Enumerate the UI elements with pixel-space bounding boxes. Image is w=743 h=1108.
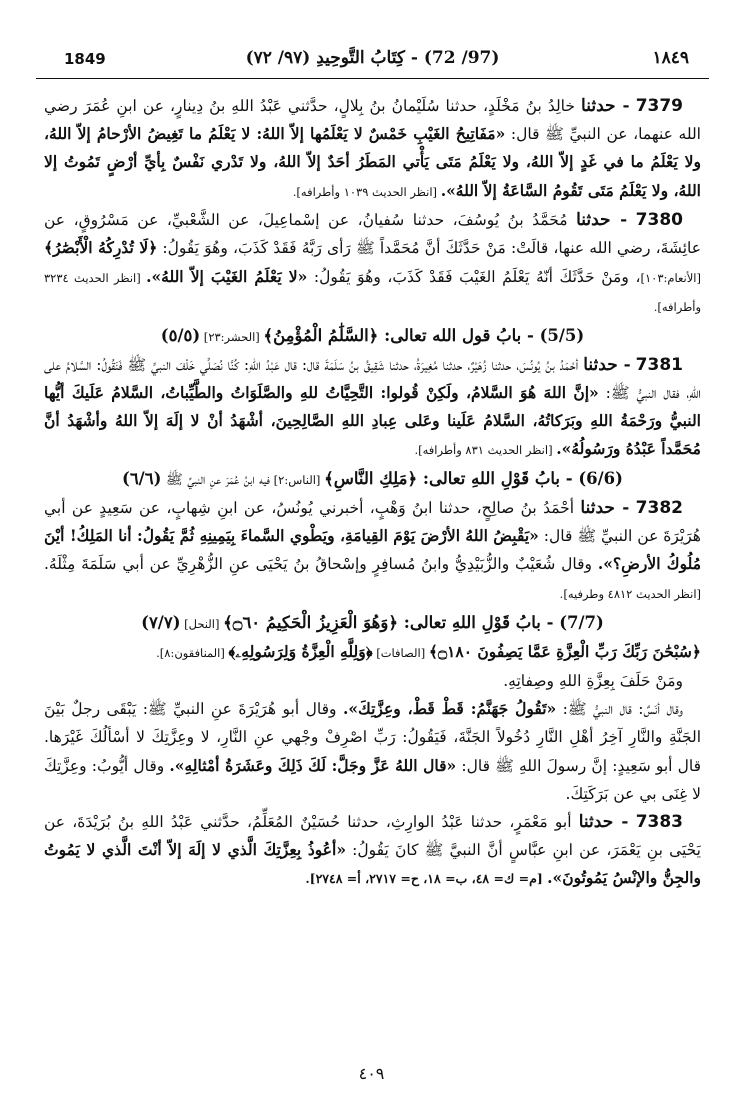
chapter-heading-6 <box>44 465 701 494</box>
verse-reference: [الصافات] <box>372 645 429 660</box>
chapter-heading-5 <box>44 322 701 351</box>
cross-reference: [انظر الحديث ١٠٣٩ وأطرافه]. <box>292 184 441 199</box>
hadith-keyword: - حدثنا <box>583 354 631 375</box>
isnad-text: أحْمَدُ بنُ يُونُسَ، حدثنا زُهَيْرٌ، حدثنا مُغِيرَةُ، حدثنا شَقِيقُ بنُ سَلَمَةَ قال: قال عَبْدُ اللهِ: كُنَّا نُصَلِّي خَلْفَ النبيِّ ﷺ فَنَقُولُ: السَّلامُ على اللهِ، فقال النبيُّ ﷺ: <box>44 355 701 403</box>
prophetic-quote: «تَقُولُ جَهَنَّمُ: قَطْ قَطْ، وعِزَّتِكَ». <box>342 699 557 719</box>
page-header <box>36 42 709 82</box>
narration-text: وقال أنَسٌ: قال النبيُّ ﷺ: <box>556 700 683 719</box>
page-number-latin: 1849 <box>64 50 106 68</box>
isnad-text: أحْمَدُ بنُ صالِحٍ، حدثنا ابنُ وَهْبٍ، أخبرني يُونُسُ، عن ابنِ شِهابٍ، عن سَعِيدٍ عن أبي هُرَيْرَةَ عن النبيِّ ﷺ قال: <box>44 498 701 546</box>
hadith-7379 <box>44 92 701 206</box>
chapter-note: فيه ابنُ عُمَرَ عنِ النبيِّ ﷺ <box>161 471 270 488</box>
chapter-number: (٦/٦) <box>122 468 162 488</box>
verse-reference: [النحل] <box>180 616 224 631</box>
hadith-keyword: - حدثنا <box>581 96 630 116</box>
narration-text: وقال شُعَيْبٌ والزُّبَيْدِيُّ وابنُ مُسافِرٍ وإسْحاقُ بنُ يَحْيَى عنِ الزُّهْرِيِّ عن أبي سَلَمَةَ مِثْلَهُ. <box>44 555 598 574</box>
header-rule <box>36 78 709 79</box>
hadith-number: 7383 <box>635 812 684 833</box>
quran-verse: ﴿لَا تُدْرِكُهُ الْأَبْصَٰرُ﴾ <box>44 238 158 258</box>
isnad-text: أبو مَعْمَرٍ، حدثنا عَبْدُ الوارِثِ، حدثنا حُسَيْنٌ المُعَلِّمُ، حدَّثني عَبْدُ اللهِ بنُ بُرَيْدَةَ، عن يَحْيَى بنِ يَعْمَرَ، عن ابنِ عبَّاسٍ أنَّ النبيَّ ﷺ كانَ يَقُولُ: <box>44 813 701 860</box>
hadith-number: 7379 <box>635 96 684 116</box>
hadith-7381 <box>44 351 701 465</box>
chapter-number: (٥/٥) <box>160 325 201 345</box>
page-footer-number: ٤٠٩ <box>358 1064 385 1083</box>
prophetic-quote: «قال اللهُ عَزَّ وجَلَّ: لَكَ ذَلِكَ وعَشَرَةُ أمْثالِهِ». <box>169 755 457 775</box>
prophetic-quote: «أعُوذُ بِعِزَّتِكَ الَّذي لا إلَهَ إلاّ أنْتَ الَّذي لا يَمُوتُ والجِنُّ والإنْسُ يَمُوتُونَ». <box>44 840 701 888</box>
chapter-title: (5/5) - بابُ قول الله تعالى: <box>378 325 585 345</box>
verse-reference: [الأنعام:١٠٣] <box>640 271 701 286</box>
quran-verse: ﴿سُبْحَٰنَ رَبِّكَ رَبِّ الْعِزَّةِ عَمَّا يَصِفُونَ ۝١٨٠﴾ <box>428 641 701 661</box>
hadith-number: 7380 <box>635 209 683 230</box>
verse-reference: [الناس:٢] <box>270 472 325 487</box>
chapter-title: (6/6) - بابُ قَوْلِ اللهِ تعالى: <box>417 468 623 488</box>
verse-reference: [المنافقون:٨]. <box>156 645 229 660</box>
chapter-heading-7 <box>44 609 701 638</box>
hadith-keyword: - حدثنا <box>580 497 630 518</box>
narration-text: ، ومَنْ حَدَّثَكَ أنّهُ يَعْلَمُ الغَيْبَ فَقَدْ كَذَبَ، وهُوَ يَقُولُ: <box>307 268 641 287</box>
isnad-text: مُحَمَّدُ بنُ يُوسُفَ، حدثنا سُفيانُ، عن إسْماعِيلَ، عن الشَّعْبيِّ، عن مَسْرُوقٍ، عن عائِشَةَ، رضي الله عنها، قالَتْ: مَنْ حَدَّثَكَ أنَّ مُحَمَّداً ﷺ رَأى رَبَّهُ فَقَدْ كَذَبَ، وهُوَ يَقُولُ: <box>44 210 701 258</box>
narration-text: وقال أبو هُرَيْرَةَ عنِ النبيِّ ﷺ: يَبْقَى رجلٌ بَيْنَ الجَنَّةِ والنَّارِ آخِرُ أهْلِ النَّارِ دُخُولاً الجَنَّةَ، فَيَقُولُ: رَبِّ اصْرِفْ وجْهي عنِ النَّارِ، لا وعِزَّتِكَ لا أسْألُكَ غَيْرَها. قال أبو سَعِيدٍ: إنَّ رسولَ اللهِ ﷺ قال: <box>44 700 701 775</box>
verses-line <box>44 638 701 667</box>
quran-verse: ﴿مَلِكِ النَّاسِ﴾ <box>324 468 418 488</box>
chapter-number: (٧/٧) <box>141 612 181 632</box>
prophetic-quote: «مَفَاتِيحُ الغَيْبِ خَمْسٌ لا يَعْلَمُها إلاّ اللهُ: لا يَعْلَمُ ما تَغِيضُ الأرْحامُ إلاّ اللهُ، ولا يَعْلَمُ ما في غَدٍ إلاّ اللهُ، ولا يَعْلَمُ مَتَى يَأْتي المَطَرُ أحَدٌ إلاّ اللهُ، ولا تَدْري نَفْسٌ بِأيِّ أرْضٍ تَمُوتُ إلا اللهُ، ولا يَعْلَمُ مَتَى تَقُومُ السَّاعَةُ إلاّ اللهُ». <box>44 124 701 200</box>
cross-reference: [انظر الحديث ٤٨١٢ وطرفيه]. <box>559 587 701 602</box>
prophetic-quote: «لا يَعْلَمُ الغَيْبَ إلاّ اللهُ». <box>146 267 308 287</box>
prophetic-quote: «إنَّ اللهَ هُوَ السَّلامُ، ولَكِنْ قُولوا: التَّحِيَّاتُ للهِ والصَّلَوَاتُ والطَّيِّباتُ، السَّلامُ عَلَيكَ أيُّها النبيُّ ورَحْمَةُ اللهِ وبَرَكاتُهُ، السَّلامُ عَلَينا وعَلى عِبادِ اللهِ الصَّالِحِينَ، أشْهَدُ أنْ لا إلَهَ إلاّ اللهُ وأشْهَدُ أنَّ مُحَمَّداً عَبْدُهُ ورَسُولُهُ». <box>44 383 701 459</box>
narrations-block <box>44 695 701 808</box>
hadith-keyword: - حدثنا <box>578 812 629 833</box>
prophetic-quote: «يَقْبِضُ اللهُ الأرْضَ يَوْمَ القِيامَةِ، ويَطْوي السَّماءَ بِيَمِينِهِ ثُمَّ يَقُولُ: أنا المَلِكُ! أيْنَ مُلُوكُ الأرضِ؟». <box>44 526 701 574</box>
hadith-7382 <box>44 494 701 609</box>
hadith-7380 <box>44 206 701 322</box>
cross-reference: [م= ك= ٤٨، ب= ١٨، ح= ٢٧١٧، أ= ٢٧٤٨]. <box>305 871 548 887</box>
hadith-7383 <box>44 808 701 894</box>
quran-verse: ﴿وَهُوَ الْعَزِيزُ الْحَكِيمُ ۝٦٠﴾ <box>223 612 398 632</box>
oath-note: ومَنْ حَلَفَ بِعِزَّةِ اللهِ وصِفاتِهِ. <box>503 672 683 691</box>
hadith-number: 7382 <box>635 497 683 518</box>
page-body <box>44 92 701 1037</box>
running-title: (97/ 72) - كِتَابُ التَّوحِيدِ (٩٧/ ٧٢) <box>245 48 500 68</box>
quran-verse: ﴿وَلِلَّهِ الْعِزَّةُ وَلِرَسُولِهِۦ﴾ <box>228 641 373 661</box>
page-number-arabic: ١٨٤٩ <box>652 48 689 68</box>
quran-verse: ﴿السَّلَٰمُ الْمُؤْمِنُ﴾ <box>263 325 379 345</box>
chapter-title: (7/7) - بابُ قَوْلِ اللهِ تعالى: <box>398 612 604 632</box>
hadith-number: 7381 <box>635 354 683 375</box>
narration-text: وقال أيُّوبُ: وعِزَّتِكَ لا غِنَى بي عن بَرَكَتِكَ. <box>44 756 701 803</box>
cross-reference: [انظر الحديث ٣٢٣٤ وأطرافه]. <box>44 271 701 315</box>
verse-reference: [الحشر:٢٣] <box>200 329 264 344</box>
isnad-text: خالِدُ بنُ مَخْلَدٍ، حدثنا سُلَيْمانُ بنُ بِلالٍ، حدَّثني عَبْدُ اللهِ بنُ دِينارٍ، عن ابنِ عُمَرَ رضي الله عنهما، عن النبيِّ ﷺ قال: <box>44 97 701 144</box>
hadith-keyword: - حدثنا <box>576 209 628 230</box>
cross-reference: [انظر الحديث ٨٣١ وأطرافه]. <box>414 443 557 458</box>
